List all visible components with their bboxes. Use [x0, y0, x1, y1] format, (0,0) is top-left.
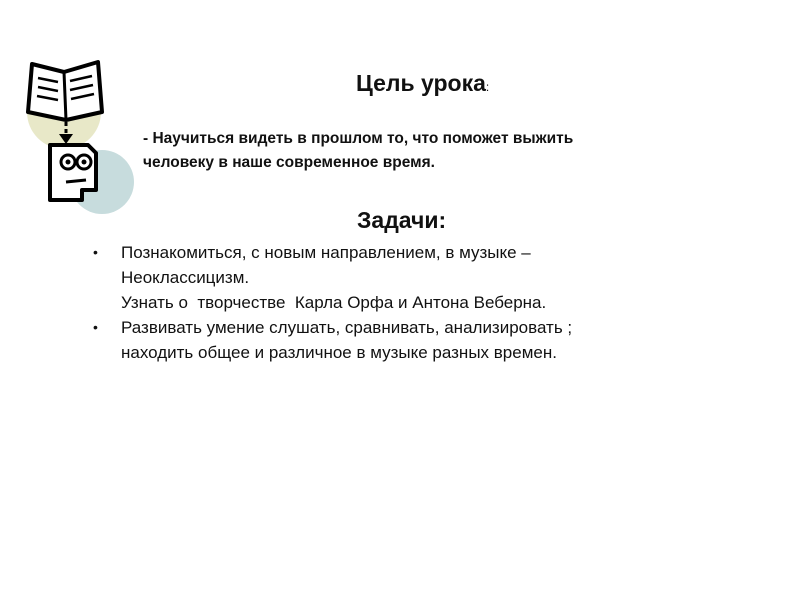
tasks-list	[90, 240, 750, 365]
goal-title: Цель урока:	[356, 70, 490, 96]
goal-text-line: - Научиться видеть в прошлом то, что поможет выжить	[143, 130, 574, 147]
bullet-icon: •	[93, 319, 98, 335]
task-line: Неоклассицизм.	[121, 268, 250, 287]
goal-text-line: человеку в наше современное время.	[143, 154, 435, 171]
tasks-title: Задачи:	[357, 207, 447, 233]
task-item	[90, 240, 750, 315]
bullet-icon: •	[93, 244, 98, 260]
task-line: находить общее и различное в музыке разных времен.	[121, 343, 557, 362]
lesson-clipart	[20, 50, 140, 220]
task-item	[90, 315, 750, 365]
task-line: Узнать о творчестве Карла Орфа и Антона Веберна.	[121, 293, 547, 312]
goal-text	[143, 127, 743, 175]
task-line: Развивать умение слушать, сравнивать, анализировать ;	[121, 318, 573, 337]
thinking-face-icon	[50, 145, 134, 214]
goal-title-colon: :	[485, 80, 490, 94]
task-line: Познакомиться, с новым направлением, в музыке –	[121, 243, 531, 262]
